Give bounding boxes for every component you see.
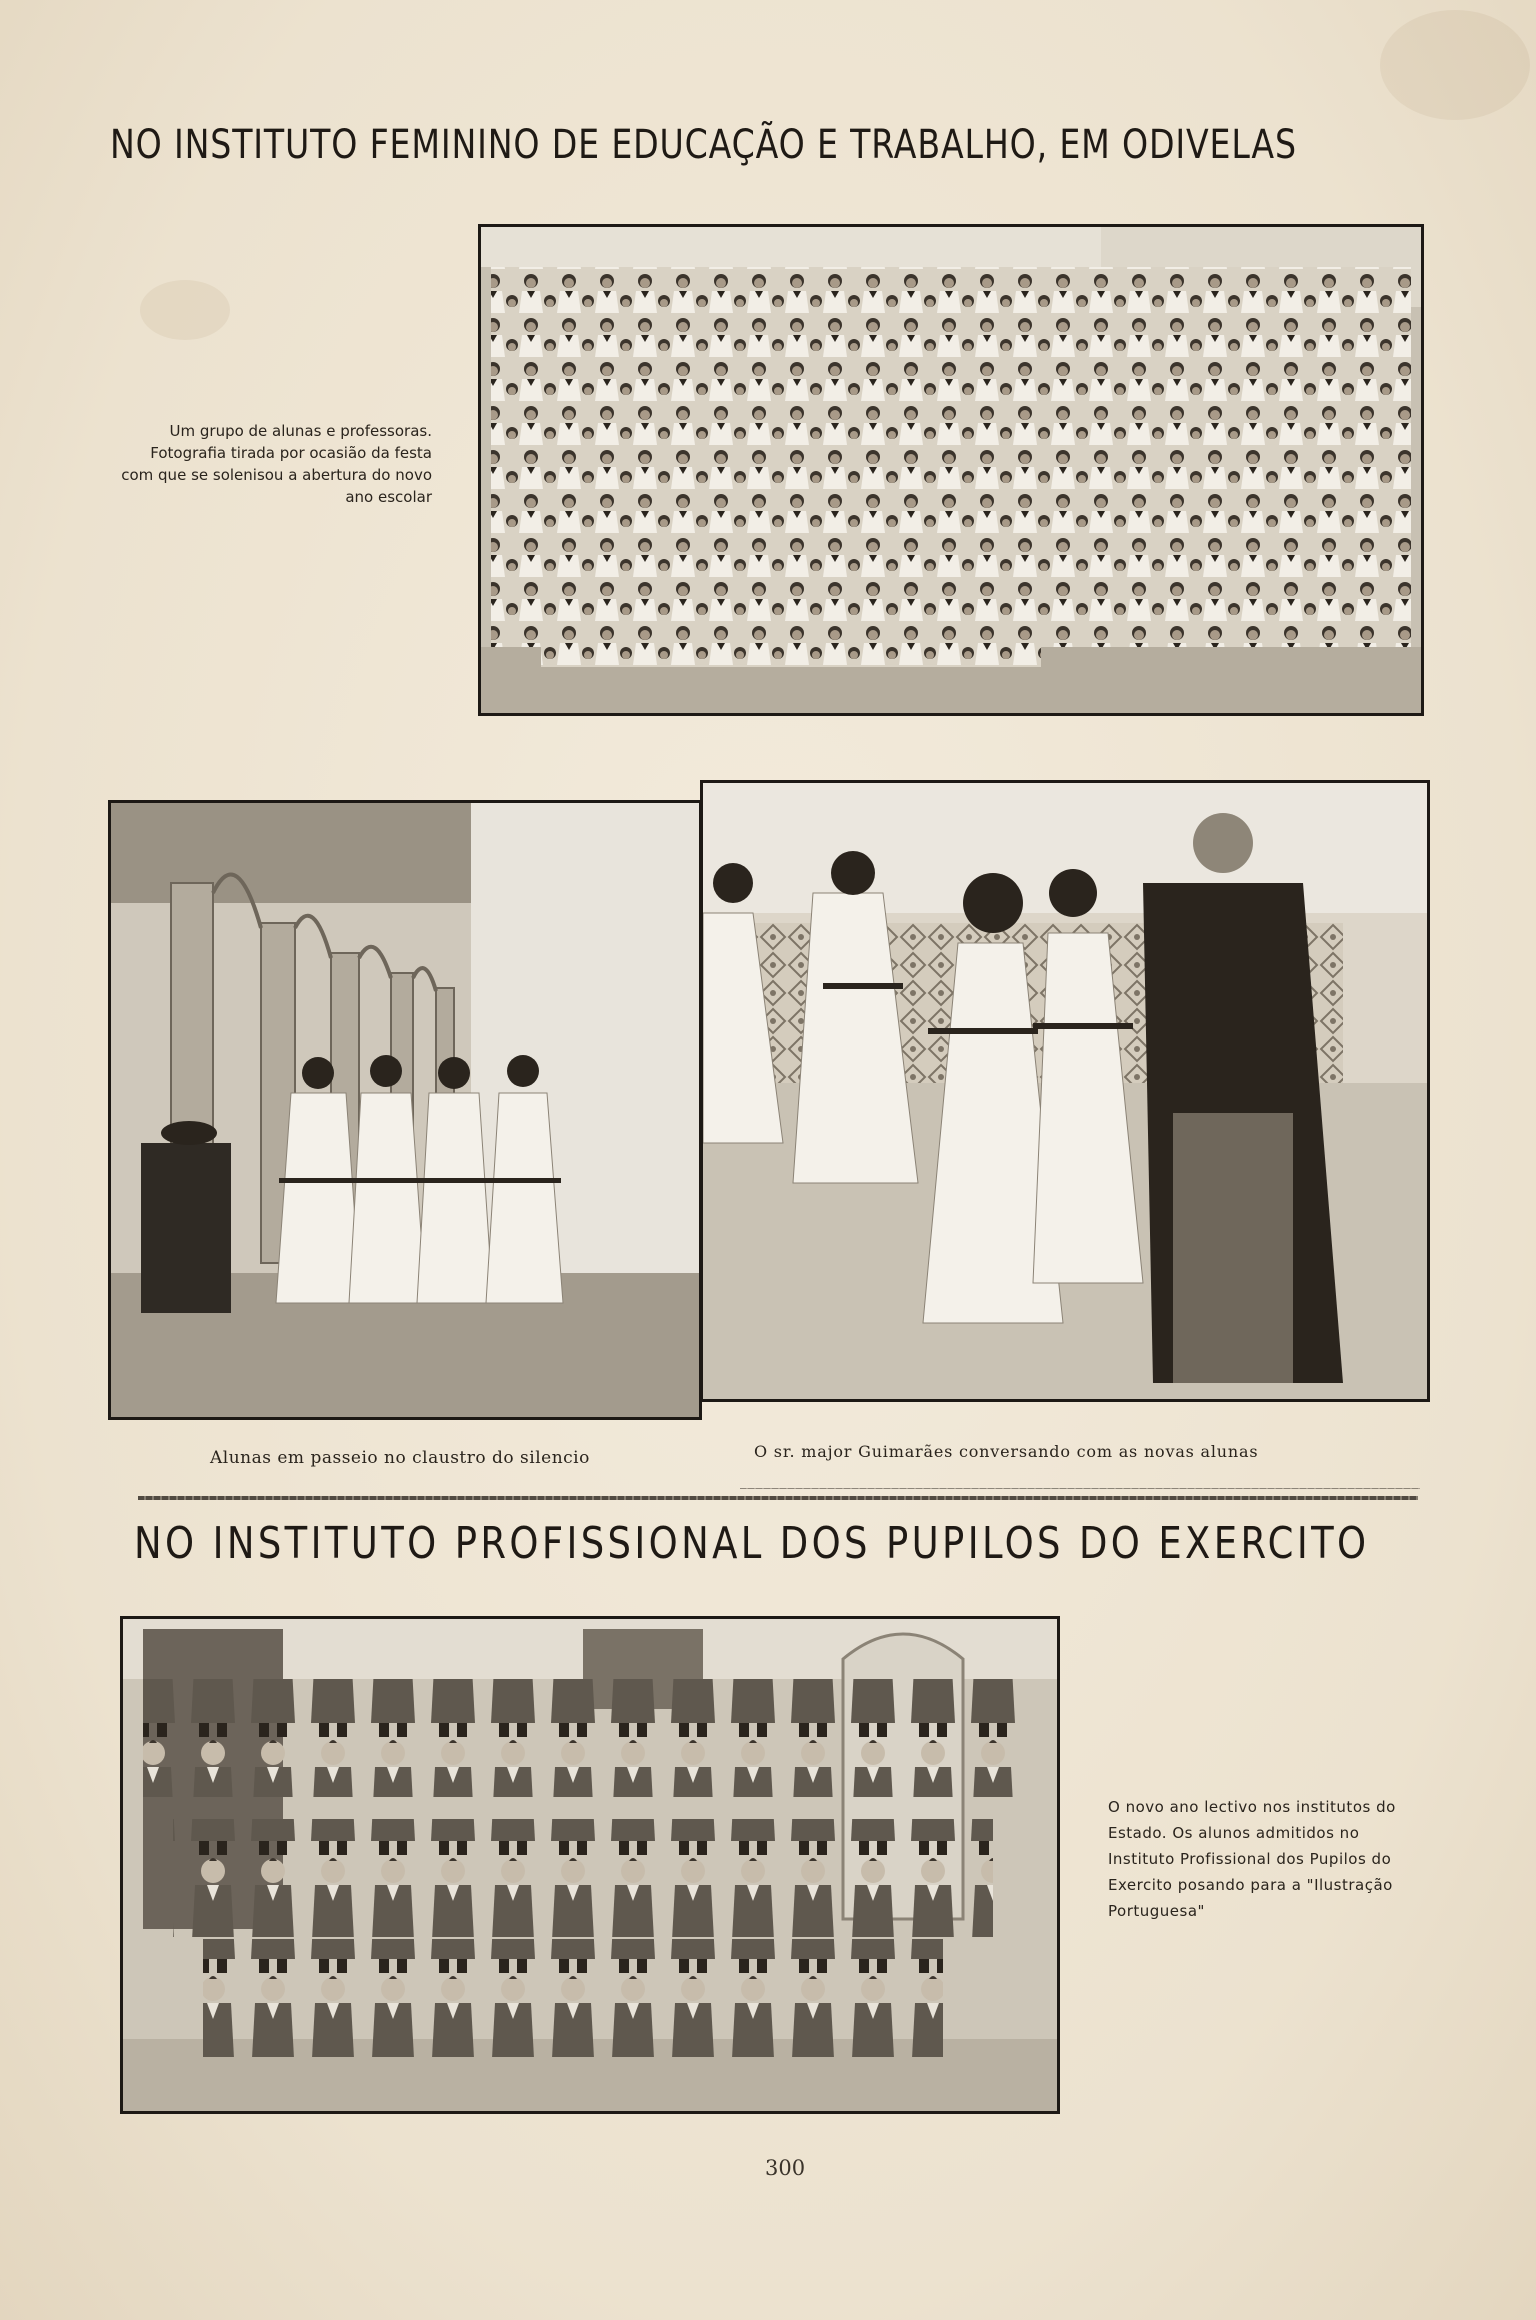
section-divider (138, 1496, 1418, 1500)
pupils-photo-image (123, 1619, 1057, 2111)
caption-cloister-walk: Alunas em passeio no claustro do silencio (210, 1448, 590, 1468)
group-photo-students (478, 224, 1424, 716)
headline-odivelas: NO INSTITUTO FEMININO DE EDUCAÇÃO E TRABALHO, EM ODIVELAS (110, 122, 1297, 168)
group-photo-image (481, 227, 1421, 713)
caption-major-talk: O sr. major Guimarães conversando com as novas alunas (754, 1442, 1259, 1461)
section-divider-thin (740, 1488, 1420, 1489)
caption-group-photo: Um grupo de alunas e professoras. Fotografia tirada por ocasião da festa com que se solenisou a abertura do novo ano escolar (121, 422, 432, 506)
pupils-group-photo (120, 1616, 1060, 2114)
cloister-photo (108, 800, 702, 1420)
paper-stain (1380, 10, 1530, 120)
caption-pupils-photo: O novo ano lectivo nos institutos do Estado. Os alunos admitidos no Instituto Profissional dos Pupilos do Exercito posando para a "Ilustração Portuguesa" (1108, 1798, 1396, 1920)
major-guimaraes-photo (700, 780, 1430, 1402)
page-number: 300 (765, 2156, 806, 2180)
major-photo-image (703, 783, 1427, 1399)
cloister-photo-image (111, 803, 699, 1417)
paper-stain (140, 280, 230, 340)
headline-pupilos: NO INSTITUTO PROFISSIONAL DOS PUPILOS DO EXERCITO (134, 1518, 1370, 1569)
